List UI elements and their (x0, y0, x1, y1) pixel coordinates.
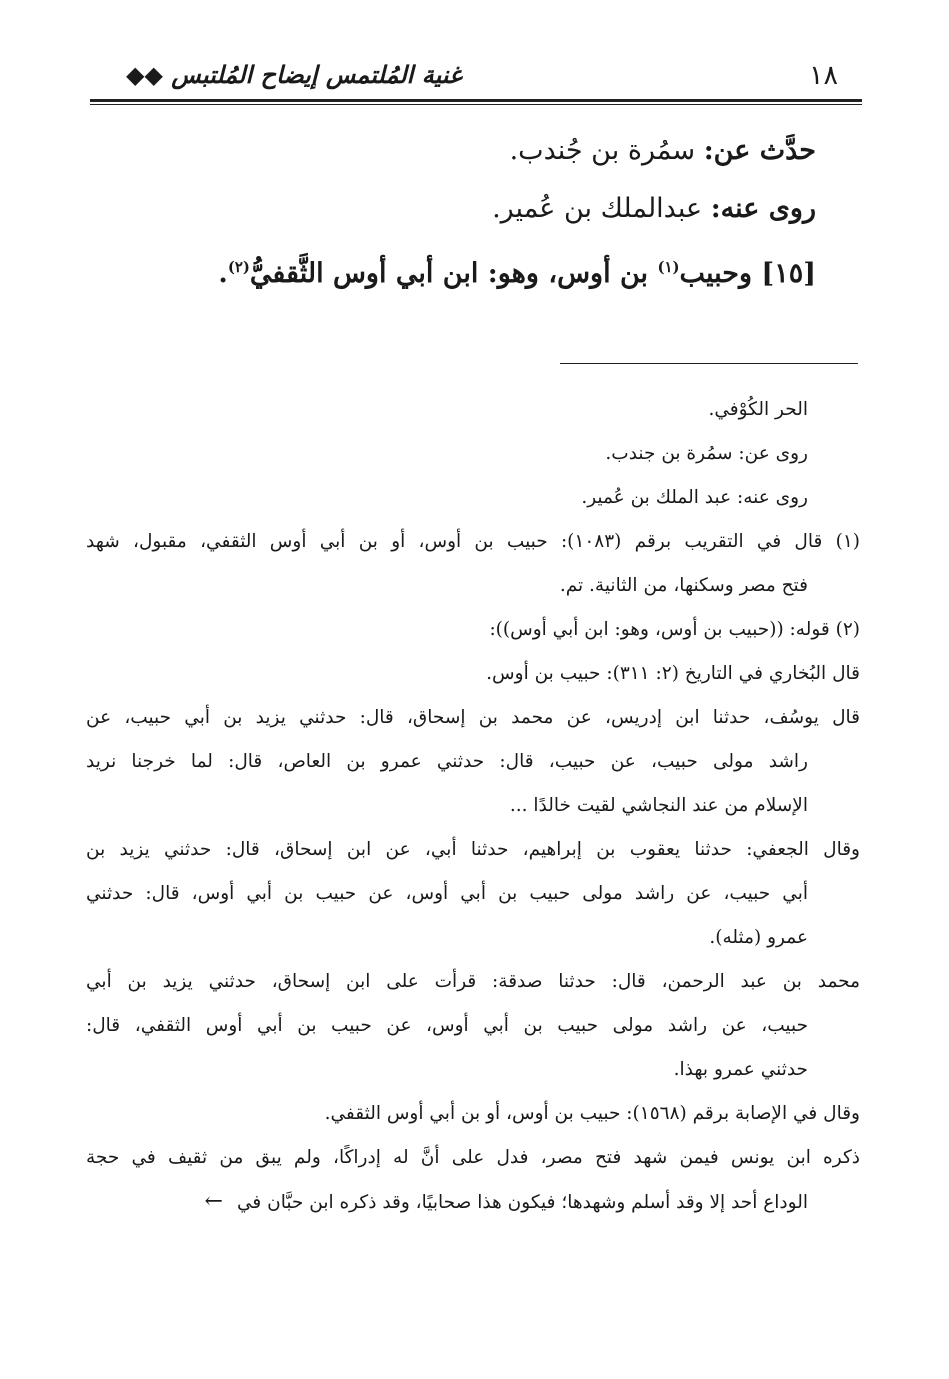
entry-prefix: [١٥] وحبيب (679, 258, 816, 289)
footnote-line: ذكره ابن يونس فيمن شهد فتح مصر، فدل على أنَّ له إدراكًا، ولم يبق من ثقيف في حجة (86, 1147, 860, 1168)
page-header (90, 52, 862, 96)
footnote-line: عمرو (مثله). (709, 927, 808, 948)
entry-suffix: . (218, 258, 228, 289)
main-line-1 (150, 122, 816, 180)
line-text: سمُرة بن جُندب. (509, 135, 704, 166)
footnote-text: الوداع أحد إلا وقد أسلم وشهدها؛ فيكون هذا صحابيًا، وقد ذكره ابن حبَّان في (236, 1192, 808, 1213)
footnote-ref-2[interactable]: (٢) (227, 258, 250, 276)
main-line-2 (150, 180, 816, 238)
header-rule-thin (90, 104, 862, 105)
footnotes (86, 388, 860, 1224)
footnote-line: حدثني عمرو بهذا. (673, 1059, 808, 1080)
footnote-line: حبيب، عن راشد مولى حبيب بن أبي أوس، عن حبيب بن أبي أوس الثقفي، قال: (86, 1015, 808, 1036)
footnote-line: وقال في الإصابة برقم (١٥٦٨): حبيب بن أوس، أو بن أبي أوس الثقفي. (324, 1103, 860, 1124)
continue-arrow-icon: ← (204, 1189, 223, 1214)
footnote-line: وقال الجعفي: حدثنا يعقوب بن إبراهيم، حدثنا أبي، عن ابن إسحاق، قال: حدثني يزيد بن (86, 839, 860, 860)
lead-term: حدَّث عن: (703, 135, 816, 166)
footnote-line: راشد مولى حبيب، عن حبيب، قال: حدثني عمرو بن العاص، قال: لما خرجنا نريد (86, 751, 808, 772)
main-line-3 (150, 238, 816, 303)
main-text (150, 122, 816, 303)
footnote-line: قال البُخاري في التاريخ (٢: ٣١١): حبيب بن أوس. (486, 663, 860, 684)
footnote-line: (٢) قوله: ((حبيب بن أوس، وهو: ابن أبي أوس)): (489, 619, 860, 640)
footnote-line: الحر الكُوْفي. (708, 399, 808, 420)
footnote-ref-1[interactable]: (١) (657, 258, 680, 276)
lead-term: روى عنه: (710, 193, 816, 224)
footnote-line: فتح مصر وسكنها، من الثانية. تم. (559, 575, 808, 596)
footnote-line: روى عنه: عبد الملك بن عُمير. (581, 487, 808, 508)
entry-middle: بن أوس، وهو: ابن أبي أوس الثَّقفيُّ (249, 258, 658, 289)
footnote-line: أبي حبيب، عن راشد مولى حبيب بن أبي أوس، عن حبيب بن أبي أوس، قال: حدثني (86, 883, 808, 904)
footnote-separator (560, 363, 858, 364)
footnote-line: قال يوسُف، حدثنا ابن إدريس، عن محمد بن إسحاق، قال: حدثني يزيد بن أبي حبيب، عن (86, 707, 860, 728)
footnote-line-last (86, 1180, 860, 1224)
footnote-line: الإسلام من عند النجاشي لقيت خالدًا ... (509, 795, 808, 816)
page-number: ١٨ (808, 60, 838, 91)
running-title: غنية المُلتمس إيضاح المُلتبس ◆◆ (126, 60, 462, 89)
footnote-line: محمد بن عبد الرحمن، قال: حدثنا صدقة: قرأت على ابن إسحاق، حدثني يزيد بن أبي (86, 971, 860, 992)
footnote-line: (١) قال في التقريب برقم (١٠٨٣): حبيب بن أوس، أو بن أبي أوس الثقفي، مقبول، شهد (86, 531, 860, 552)
line-text: عبدالملك بن عُمير. (492, 193, 711, 224)
header-rule-thick (90, 99, 862, 102)
footnote-line: روى عن: سمُرة بن جندب. (605, 443, 808, 464)
